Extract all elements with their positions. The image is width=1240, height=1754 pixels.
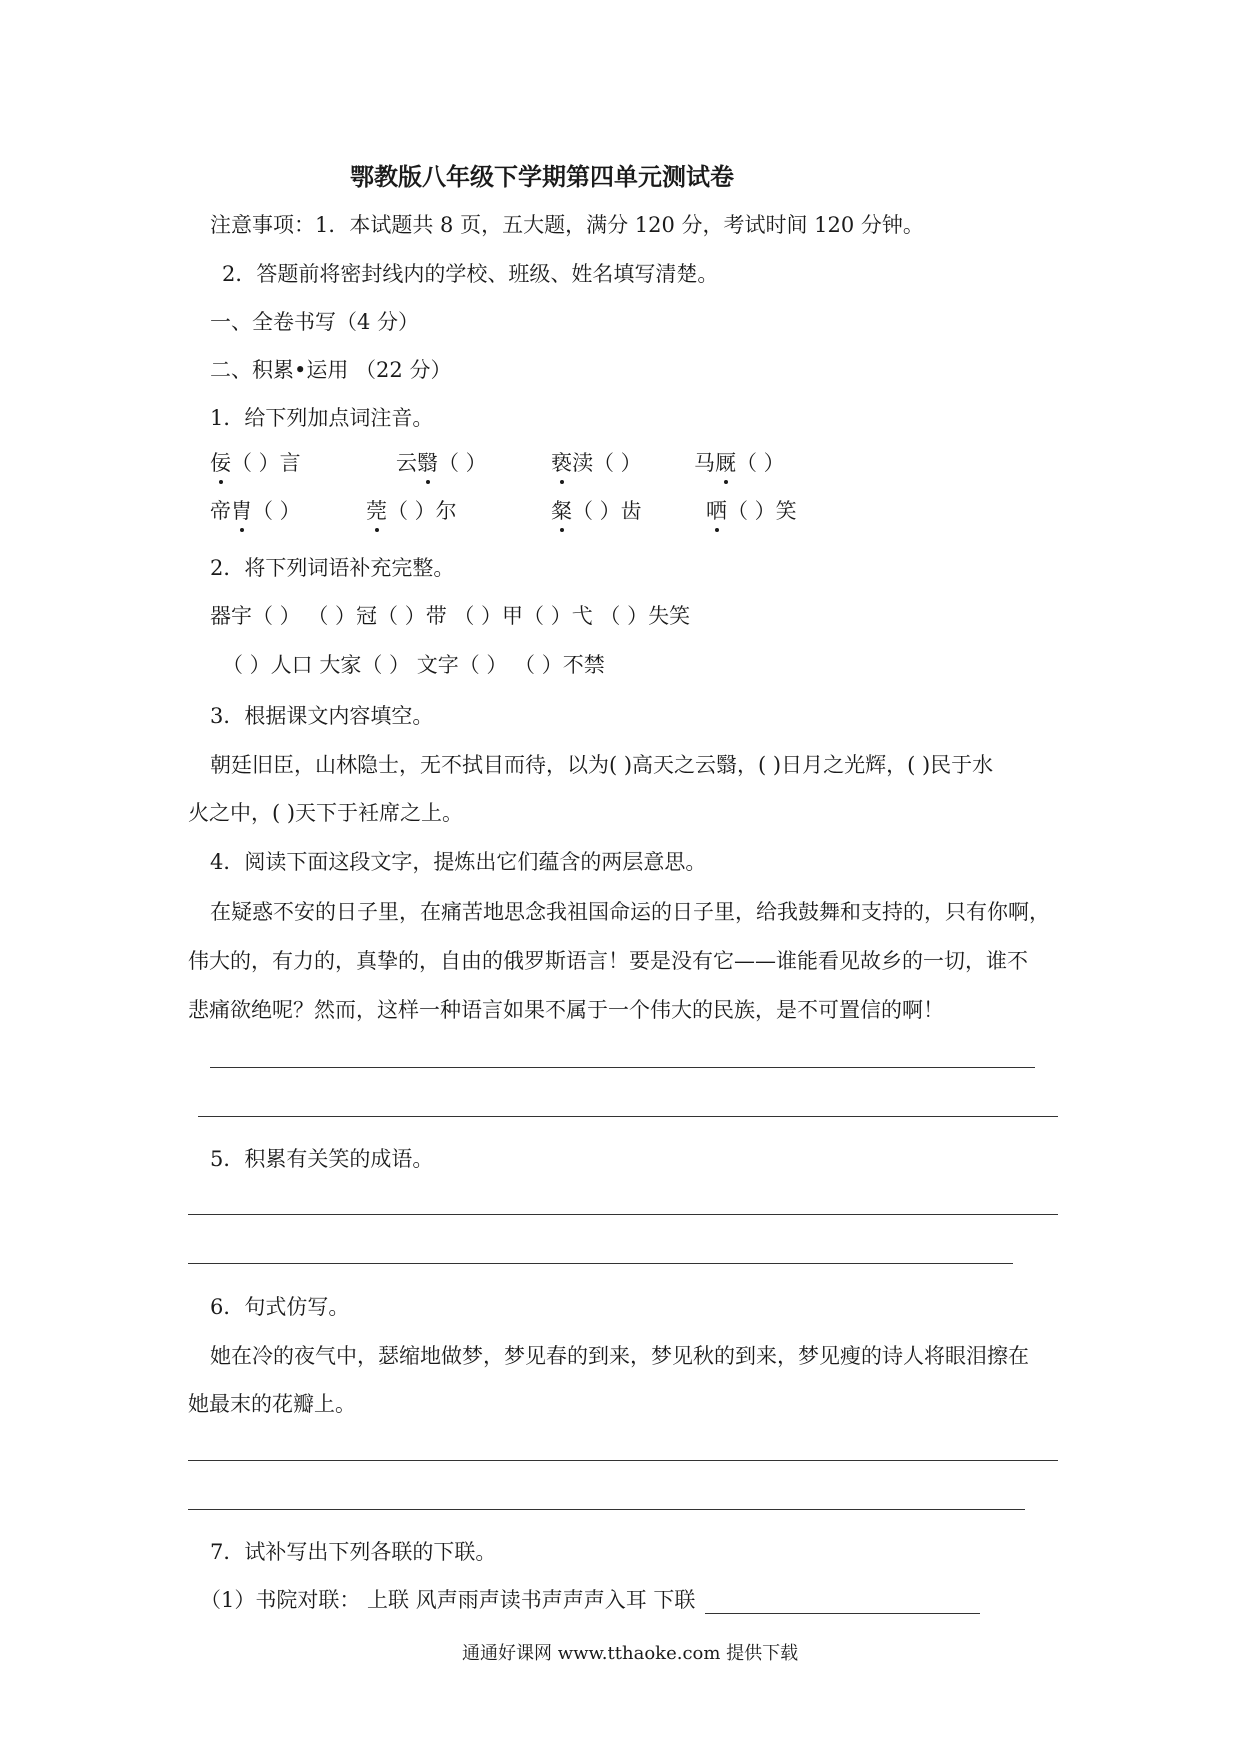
q4-prompt: 4．阅读下面这段文字，提炼出它们蕴含的两层意思。 bbox=[210, 850, 707, 874]
q6-prompt: 6．句式仿写。 bbox=[210, 1295, 350, 1319]
q1-item-suffix: （ ）齿 bbox=[572, 499, 642, 523]
section-2-heading: 二、积累•运用 （22 分） bbox=[210, 358, 452, 382]
q3-prompt: 3．根据课文内容填空。 bbox=[210, 704, 434, 728]
q1-item-suffix: （ ） bbox=[736, 451, 785, 475]
q1-item-suffix: （ ） bbox=[438, 451, 487, 475]
q1-dotted-char: 哂 bbox=[706, 499, 727, 523]
q1-item bbox=[396, 449, 487, 477]
q2-row-1: 器宇（ ） （ ）冠（ ）带 （ ）甲（ ）弋 （ ）失笑 bbox=[210, 604, 691, 628]
answer-line[interactable] bbox=[188, 1509, 1025, 1510]
q4-line-2: 伟大的，有力的，真挚的，自由的俄罗斯语言！要是没有它——谁能看见故乡的一切，谁不 bbox=[188, 949, 1028, 973]
q7-prompt: 7．试补写出下列各联的下联。 bbox=[210, 1540, 497, 1564]
q1-dotted-char: 翳 bbox=[417, 451, 438, 475]
q1-item-suffix: （ ）笑 bbox=[727, 499, 797, 523]
q1-item bbox=[551, 497, 642, 525]
q7-item-1-text: （1）书院对联： 上联 风声雨声读书声声声入耳 下联 bbox=[200, 1588, 696, 1612]
q1-dotted-char: 粲 bbox=[551, 499, 572, 523]
q1-dotted-char: 厩 bbox=[715, 451, 736, 475]
q1-item-suffix: 渎（ ） bbox=[572, 451, 642, 475]
q1-item bbox=[210, 497, 301, 525]
q5-prompt: 5．积累有关笑的成语。 bbox=[210, 1147, 434, 1171]
q1-dotted-char: 佞 bbox=[210, 451, 231, 475]
q4-line-1: 在疑惑不安的日子里，在痛苦地思念我祖国命运的日子里，给我鼓舞和支持的，只有你啊， bbox=[210, 900, 1050, 924]
q1-item-prefix: 帝 bbox=[210, 499, 231, 523]
q2-row-2: （ ）人口 大家（ ） 文字（ ） （ ）不禁 bbox=[222, 653, 605, 677]
q1-item bbox=[706, 497, 797, 525]
answer-line[interactable] bbox=[188, 1460, 1058, 1461]
section-1-heading: 一、全卷书写（4 分） bbox=[210, 310, 420, 334]
q1-item bbox=[210, 449, 301, 477]
q1-item-prefix: 云 bbox=[396, 451, 417, 475]
q1-dotted-char: 亵 bbox=[551, 451, 572, 475]
q7-answer-blank[interactable] bbox=[705, 1593, 980, 1614]
q1-item bbox=[551, 449, 642, 477]
footer: 通通好课网 www.tthaoke.com 提供下载 bbox=[462, 1643, 799, 1664]
q1-item-prefix: 马 bbox=[694, 451, 715, 475]
q2-prompt: 2．将下列词语补充完整。 bbox=[210, 556, 455, 580]
q1-item bbox=[366, 497, 457, 525]
q4-line-3: 悲痛欲绝呢？然而，这样一种语言如果不属于一个伟大的民族，是不可置信的啊！ bbox=[188, 998, 944, 1022]
answer-line[interactable] bbox=[210, 1067, 1035, 1068]
q1-dotted-char: 莞 bbox=[366, 499, 387, 523]
q1-prompt: 1．给下列加点词注音。 bbox=[210, 406, 434, 430]
q1-item bbox=[694, 449, 785, 477]
notes-line-2: 2．答题前将密封线内的学校、班级、姓名填写清楚。 bbox=[222, 262, 719, 286]
q6-line-2: 她最末的花瓣上。 bbox=[188, 1392, 356, 1416]
q1-item-suffix: （ ） bbox=[252, 499, 301, 523]
q3-line-2: 火之中，( )天下于衽席之上。 bbox=[188, 801, 464, 825]
q7-item-1 bbox=[200, 1586, 980, 1614]
answer-line[interactable] bbox=[188, 1214, 1058, 1215]
q1-dotted-char: 胄 bbox=[231, 499, 252, 523]
q6-line-1: 她在冷的夜气中，瑟缩地做梦，梦见春的到来，梦见秋的到来，梦见瘦的诗人将眼泪擦在 bbox=[210, 1344, 1029, 1368]
answer-line[interactable] bbox=[198, 1116, 1058, 1117]
q3-line-1: 朝廷旧臣，山林隐士，无不拭目而待，以为( )高天之云翳，( )日月之光辉，( )民于水 bbox=[210, 753, 994, 777]
q1-item-suffix: （ ）尔 bbox=[387, 499, 457, 523]
answer-line[interactable] bbox=[188, 1263, 1013, 1264]
notes-line-1: 注意事项：1．本试题共 8 页，五大题，满分 120 分，考试时间 120 分钟。 bbox=[210, 213, 924, 237]
page-title: 鄂教版八年级下学期第四单元测试卷 bbox=[350, 162, 734, 191]
q1-item-suffix: （ ）言 bbox=[231, 451, 301, 475]
